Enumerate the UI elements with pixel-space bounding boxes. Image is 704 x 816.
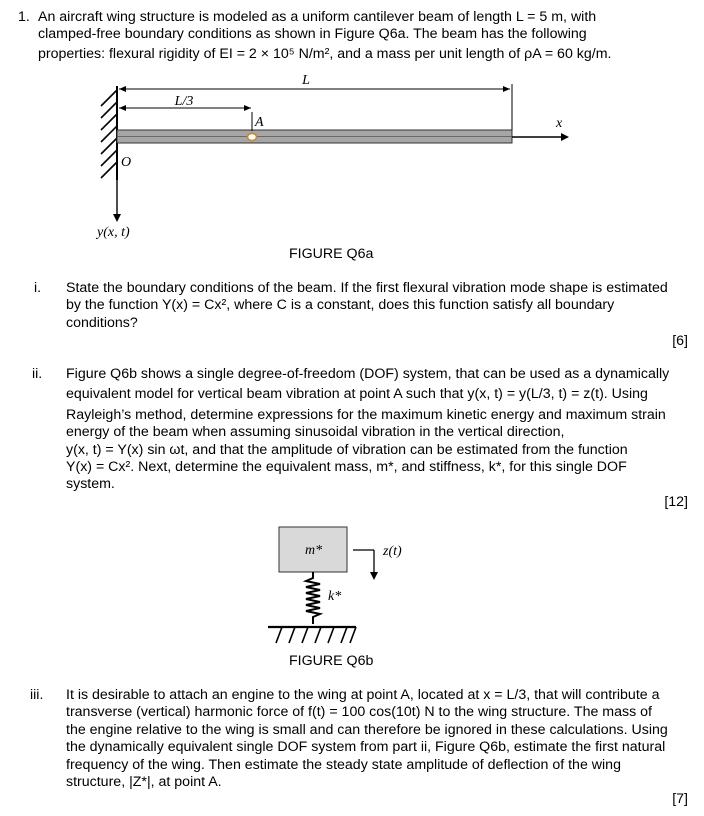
- part-i-text: [66, 280, 689, 332]
- part-ii-numeral: ii.: [32, 366, 43, 382]
- label-A: A: [255, 115, 264, 130]
- part-ii-line-4: energy of the beam when assuming sinusoidal vibration in the vertical direction,: [66, 424, 565, 441]
- point-a-marker: [248, 134, 257, 141]
- part-ii-marks: [12]: [664, 494, 688, 510]
- part-iii-line-3: the engine relative to the wing is small and can therefore be ignored in these calculations. Using: [66, 721, 668, 738]
- part-iii-line-5: frequency of the wing. Then estimate the steady state amplitude of deflection of the wing: [66, 756, 621, 773]
- label-x: x: [556, 116, 563, 131]
- part-ii-line-3: Rayleigh’s method, determine expressions for the maximum kinetic energy and maximum strain: [66, 406, 666, 423]
- figure-q6a-diagram: [0, 0, 704, 260]
- part-i-line-1: State the boundary conditions of the beam. If the first flexural vibration mode shape is estimated: [66, 280, 668, 296]
- intro-line-3: properties: flexural rigidity of EI = 2 × 10⁵ N/m², and a mass per unit length of ρA = 60 kg/m.: [38, 45, 612, 62]
- label-z: z(t): [383, 544, 402, 559]
- part-ii-line-5: y(x, t) = Y(x) sin ωt, and that the amplitude of vibration can be estimated from the function: [66, 441, 628, 458]
- intro-line-2: clamped-free boundary conditions as shown in Figure Q6a. The beam has the following: [38, 26, 587, 43]
- part-i-line-2: by the function Y(x) = Cx², where C is a constant, does this function satisfy all boundary: [66, 297, 615, 314]
- part-ii-line-2: equivalent model for vertical beam vibration at point A such that y(x, t) = y(L/3, t) = z(t). Using: [66, 386, 648, 403]
- part-ii-line-6: Y(x) = Cx². Next, determine the equivalent mass, m*, and stiffness, k*, for this single DOF: [66, 459, 627, 476]
- part-iii-marks: [7]: [672, 791, 688, 807]
- label-O: O: [121, 155, 132, 170]
- label-spring: k*: [328, 589, 342, 604]
- label-L: L: [302, 73, 310, 88]
- part-i-marks: [6]: [672, 333, 688, 349]
- part-iii-text: [66, 687, 689, 791]
- label-L3: L/3: [174, 94, 194, 109]
- label-mass: m*: [305, 543, 323, 558]
- part-ii-line-7: system.: [66, 476, 115, 493]
- question-number: 1.: [18, 9, 30, 25]
- label-y: y(x, t): [97, 225, 130, 240]
- part-iii-line-2: transverse (vertical) harmonic force of f(t) = 100 cos(10t) N to the wing structure. The mass of: [66, 704, 652, 721]
- part-iii-line-1: It is desirable to attach an engine to the wing at point A, located at x = L/3, that will contribute a: [66, 687, 660, 703]
- ground-hatching: [276, 627, 356, 643]
- part-i-line-3: conditions?: [66, 314, 138, 331]
- figure-q6a-caption: FIGURE Q6a: [289, 246, 374, 262]
- part-ii-line-1: Figure Q6b shows a single degree-of-freedom (DOF) system, that can be used as a dynamically: [66, 366, 670, 382]
- part-i-numeral: i.: [34, 280, 42, 296]
- figure-q6b-diagram: [0, 520, 704, 650]
- part-iii-numeral: iii.: [30, 687, 44, 703]
- part-iii-line-4: the dynamically equivalent single DOF system from part ii, Figure Q6b, estimate the first natural: [66, 739, 666, 756]
- figure-q6b-caption: FIGURE Q6b: [289, 653, 374, 669]
- wall-hatching: [101, 90, 117, 178]
- part-ii-text: [66, 366, 689, 494]
- part-iii-line-6: structure, |Z*|, at point A.: [66, 774, 222, 791]
- spring: [306, 572, 320, 624]
- intro-line-1: An aircraft wing structure is modeled as a uniform cantilever beam of length L = 5 m, with: [38, 9, 597, 25]
